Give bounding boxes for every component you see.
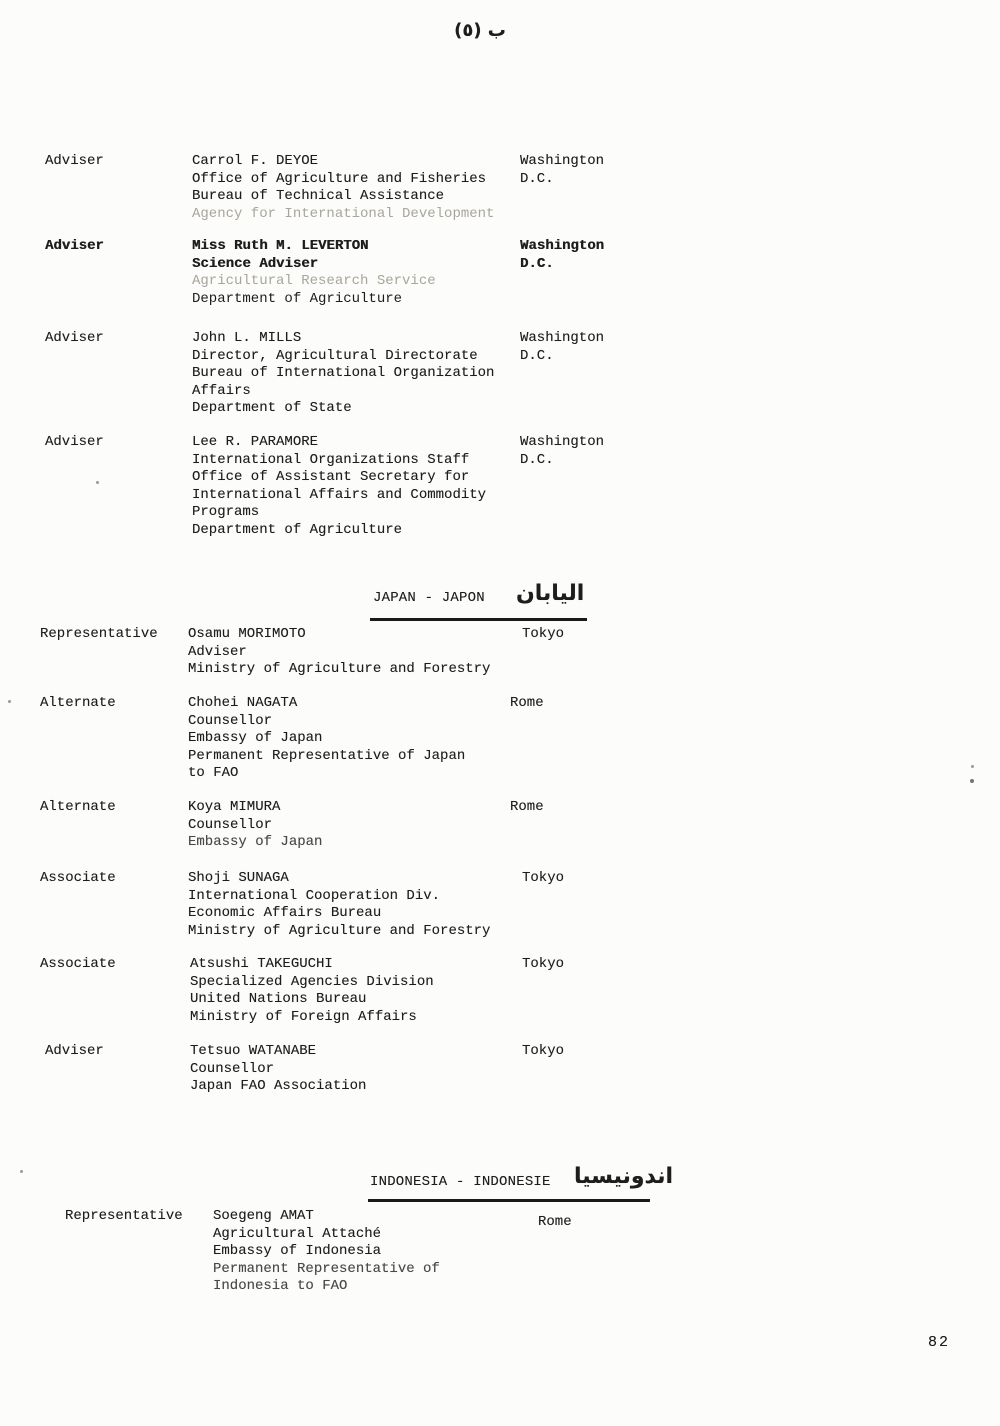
detail-line: International Organizations Staff: [192, 451, 470, 468]
detail-line: to FAO: [188, 765, 239, 782]
delegate-role: Adviser: [45, 238, 104, 254]
delegate-city: [520, 434, 604, 469]
delegate-name: Chohei NAGATA: [188, 695, 298, 711]
detail-line: Indonesia to FAO: [213, 1278, 348, 1295]
city-line: Washington: [520, 153, 605, 169]
delegate-name: Tetsuo WATANABE: [190, 1043, 317, 1059]
detail-line: Economic Affairs Bureau: [188, 905, 382, 922]
delegate-details: [188, 799, 322, 852]
delegate-name: Koya MIMURA: [188, 799, 281, 815]
page-number: 82: [928, 1334, 951, 1351]
delegate-city: [522, 1043, 564, 1061]
section-header-rule: [368, 1199, 650, 1202]
detail-line: United Nations Bureau: [190, 991, 367, 1008]
section-header-rule: [370, 618, 587, 621]
detail-line: Ministry of Agriculture and Forestry: [188, 661, 491, 678]
city-line: Washington: [520, 330, 605, 346]
scan-speck: [970, 779, 974, 783]
delegate-details: [188, 695, 465, 783]
detail-line: Department of Agriculture: [192, 290, 403, 307]
delegate-name: Shoji SUNAGA: [188, 870, 289, 886]
delegate-details: [192, 434, 486, 540]
city-line: D.C.: [520, 347, 554, 364]
detail-line: Affairs: [192, 382, 251, 399]
detail-line: Embassy of Japan: [188, 834, 323, 851]
detail-line: Programs: [192, 504, 260, 521]
detail-line: Department of Agriculture: [192, 521, 403, 538]
detail-line: International Affairs and Commodity: [192, 486, 487, 503]
delegate-details: [192, 238, 436, 308]
delegate-role: Associate: [40, 956, 116, 972]
scan-speck: [8, 700, 11, 703]
detail-line: Director, Agricultural Directorate: [192, 347, 478, 364]
detail-line: International Cooperation Div.: [188, 887, 441, 904]
city-line: Tokyo: [522, 956, 565, 972]
city-line: Washington: [520, 434, 605, 450]
delegate-role: Alternate: [40, 695, 116, 711]
delegate-role: Adviser: [45, 434, 104, 450]
detail-line: Adviser: [188, 643, 247, 660]
city-line: D.C.: [520, 170, 554, 187]
delegate-city: [510, 695, 544, 713]
detail-line: Agency for International Development: [192, 205, 495, 222]
section-header-arabic-japan: اليابان: [516, 581, 585, 606]
city-line: Rome: [510, 695, 544, 711]
delegate-name: Atsushi TAKEGUCHI: [190, 956, 333, 972]
detail-line: Agricultural Research Service: [192, 273, 436, 290]
scan-speck: [971, 765, 974, 768]
city-line: Tokyo: [522, 1043, 565, 1059]
delegate-name: Lee R. PARAMORE: [192, 434, 319, 450]
detail-line: Counsellor: [188, 712, 273, 729]
detail-line: Department of State: [192, 400, 352, 417]
section-header-latin-indonesia: INDONESIA - INDONESIE: [370, 1174, 551, 1190]
detail-line: Bureau of International Organization: [192, 365, 495, 382]
delegate-role: Adviser: [45, 330, 104, 346]
delegate-name: Carrol F. DEYOE: [192, 153, 319, 169]
delegate-city: [520, 238, 604, 273]
delegate-role: Adviser: [45, 153, 104, 169]
detail-line: Embassy of Japan: [188, 730, 323, 747]
delegate-city: [520, 330, 604, 365]
delegate-city: [522, 956, 564, 974]
delegate-name: Osamu MORIMOTO: [188, 626, 306, 642]
city-line: Tokyo: [522, 870, 565, 886]
city-line: D.C.: [520, 255, 554, 272]
delegate-details: [192, 153, 494, 223]
city-line: D.C.: [520, 451, 554, 468]
delegate-name: Miss Ruth M. LEVERTON: [192, 238, 369, 254]
detail-line: Office of Agriculture and Fisheries: [192, 170, 487, 187]
delegate-details: [188, 870, 490, 940]
detail-line: Counsellor: [190, 1060, 275, 1077]
scan-speck: [20, 1170, 23, 1173]
delegate-city: [510, 799, 544, 817]
detail-line: Permanent Representative of: [213, 1260, 440, 1277]
delegate-role: Representative: [40, 626, 158, 642]
city-line: Rome: [538, 1214, 572, 1230]
delegate-city: [520, 153, 604, 188]
detail-line: Ministry of Foreign Affairs: [190, 1008, 417, 1025]
delegate-city: [522, 626, 564, 644]
delegate-details: [192, 330, 494, 418]
detail-line: Science Adviser: [192, 255, 319, 272]
delegate-role: Representative: [65, 1208, 183, 1224]
detail-line: Ministry of Agriculture and Forestry: [188, 922, 491, 939]
detail-line: Counsellor: [188, 816, 273, 833]
delegate-role: Associate: [40, 870, 116, 886]
delegate-name: Soegeng AMAT: [213, 1208, 314, 1224]
detail-line: Agricultural Attaché: [213, 1225, 382, 1242]
delegate-city: [522, 870, 564, 888]
city-line: Tokyo: [522, 626, 565, 642]
detail-line: Permanent Representative of Japan: [188, 747, 466, 764]
city-line: Washington: [520, 238, 605, 254]
section-header-arabic-indonesia: اندونيسيا: [574, 1164, 674, 1189]
detail-line: Specialized Agencies Division: [190, 973, 434, 990]
city-line: Rome: [510, 799, 544, 815]
delegate-city: [538, 1214, 572, 1232]
delegate-name: John L. MILLS: [192, 330, 302, 346]
delegate-details: [213, 1208, 440, 1296]
arabic-page-mark: ب (٥): [454, 20, 506, 41]
detail-line: Embassy of Indonesia: [213, 1243, 382, 1260]
delegate-details: [188, 626, 490, 679]
detail-line: Office of Assistant Secretary for: [192, 469, 470, 486]
delegate-role: Adviser: [45, 1043, 104, 1059]
scan-speck: [96, 481, 99, 484]
section-header-latin-japan: JAPAN - JAPON: [373, 590, 485, 606]
detail-line: Japan FAO Association: [190, 1078, 367, 1095]
delegate-role: Alternate: [40, 799, 116, 815]
detail-line: Bureau of Technical Assistance: [192, 188, 445, 205]
delegate-details: [190, 956, 434, 1026]
delegate-details: [190, 1043, 366, 1096]
